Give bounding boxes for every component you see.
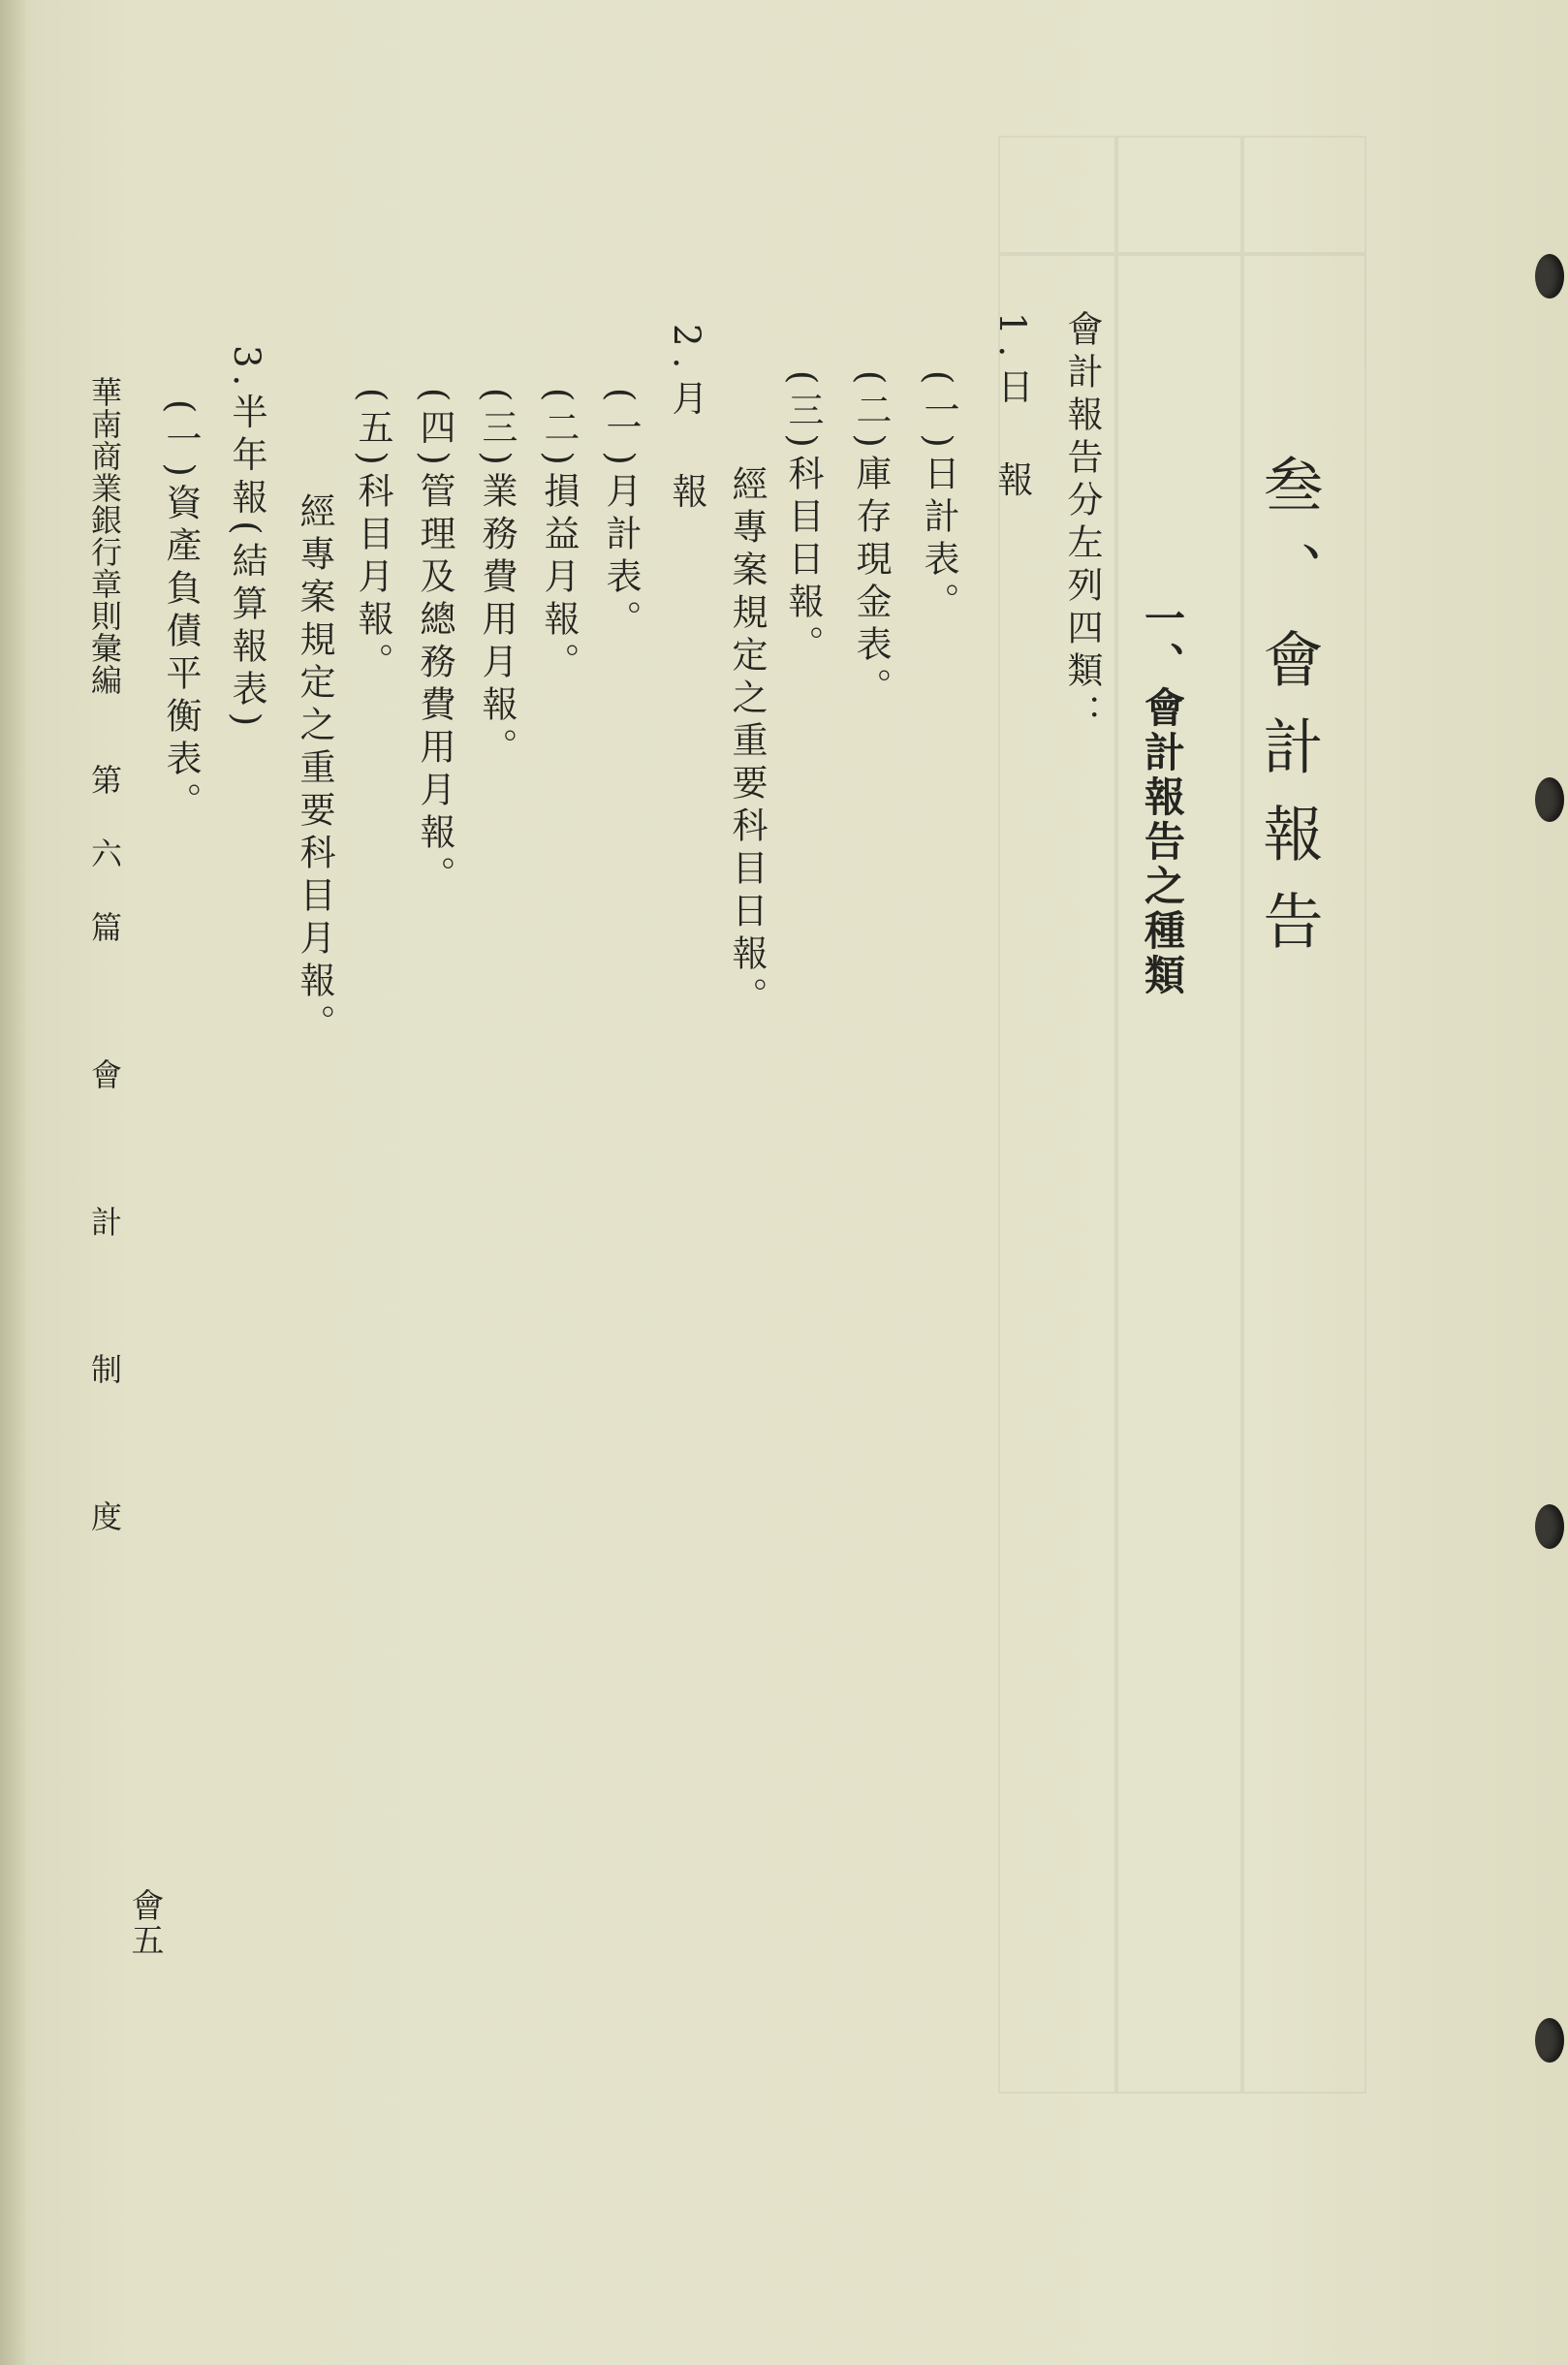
monthly-report-label: 2.月 報 [666,324,707,520]
monthly-item: (五)科目月報。 [352,388,393,685]
daily-item: (二)庫存現金表。 [850,370,892,710]
daily-item-note: 經專案規定之重要科目日報。 [726,465,768,1020]
binding-hole [1535,777,1564,822]
monthly-item: (一)月計表。 [600,388,642,643]
footer-book-title: 華南商業銀行章則彙編 [86,376,123,696]
page-spine-edge [0,0,25,2365]
monthly-item: (三)業務費用月報。 [476,388,517,771]
daily-item: (三)科目日報。 [782,370,824,668]
half-year-item: (一)資產負債平衡表。 [160,399,202,825]
footer-chapter: 第六篇 會 計 制 度 [86,764,123,1574]
monthly-item: (二)損益月報。 [538,388,580,685]
binding-hole [1535,254,1564,299]
monthly-item: (四)管理及總務費用月報。 [414,388,455,899]
page-number: 會五 [125,1888,164,1958]
half-year-report-label: 3.半年報(結算報表) [226,345,267,734]
bleed-through-table-ghost [998,136,1366,2094]
monthly-item-note: 經專案規定之重要科目月報。 [294,492,335,1047]
binding-hole [1535,2018,1564,2063]
subsection-heading: 一、會計報告之種類 [1139,597,1186,998]
binding-hole [1535,1504,1564,1549]
daily-item: (一)日計表。 [918,370,959,625]
section-title: 叁、會計報告 [1253,454,1324,977]
intro-text: 會計報告分左列四類： [1061,310,1103,737]
daily-report-label: 1.日 報 [991,312,1033,508]
